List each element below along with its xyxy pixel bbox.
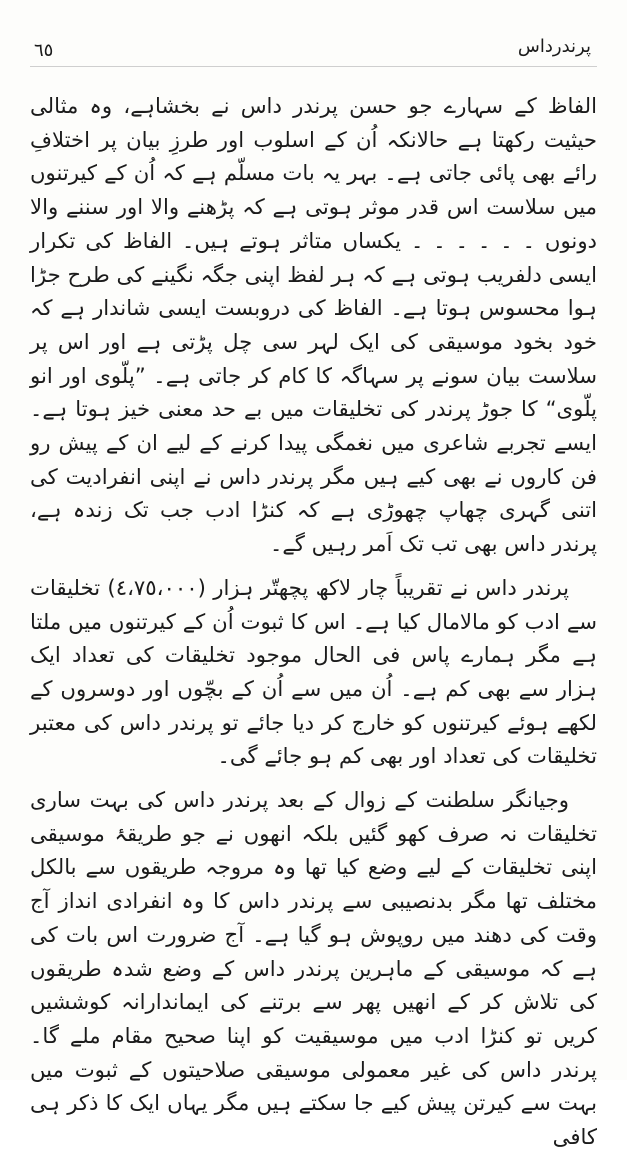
page-number: ٦٥ [34,40,54,61]
page-body [30,89,597,1154]
page-header [30,26,597,67]
paragraph-1: الفاظ کے سہارے جو حسن پرندر داس نے بخشاہے، وہ مثالی حیثیت رکھتا ہے حالانکہ اُن کے اسلوب اور طرزِ بیان پر اختلافِ رائے بھی پائی جاتی ہے۔ بہر یہ بات مسلّم ہے کہ اُن کے کیرتنوں میں سلاست اس قدر موثر ہوتی ہے کہ پڑھنے والا اور سننے والا دونوں ۔ ۔ ۔ ۔ ۔ ۔ یکساں متاثر ہوتے ہیں۔ الفاظ کی تکرار ایسی دلفریب ہوتی ہے کہ ہر لفظ اپنی جگہ نگینے کی طرح جڑا ہوا محسوس ہوتا ہے۔ الفاظ کی دروبست ایسی شاندار ہے کہ خود بخود موسیقی کی ایک لہر سی چل پڑتی ہے اور اس پر سلاست بیان سونے پر سہاگہ کا کام کر جاتی ہے۔ ”پلّوی اور انو پلّوی“ کا جوڑ پرندر کی تخلیقات میں بے حد معنی خیز ہوتا ہے۔ ایسے تجربے شاعری میں نغمگی پیدا کرنے کے لیے ان کے پیش رو فن کاروں نے بھی کیے ہیں مگر پرندر داس نے اپنی انفرادیت کی اتنی گہری چھاپ چھوڑی ہے کہ کنڑا ادب جب تک زندہ ہے، پرندر داس بھی تب تک اَمر رہیں گے۔ [30,93,597,557]
running-head: پرندرداس [517,36,591,57]
paragraph-2: پرندر داس نے تقریباً چار لاکھ پچھتّر ہزار (٤،٧٥،٠٠٠) تخلیقات سے ادب کو مالامال کیا ہے۔ اس کا ثبوت اُن کے کیرتنوں میں ملتا ہے مگر ہمارے پاس فی الحال موجود تخلیقات کی تعداد ایک ہزار سے بھی کم ہے۔ اُن میں سے اُن کے بچّوں اور دوسروں کے لکھے ہوئے کیرتنوں کو خارج کر دیا جائے تو پرندر داس کی معتبر تخلیقات کی تعداد اور بھی کم ہو جائے گی۔ [30,574,597,769]
paragraph-3: وجیانگر سلطنت کے زوال کے بعد پرندر داس کی بہت ساری تخلیقات نہ صرف کھو گئیں بلکہ انھوں نے جو طریقۂ موسیقی اپنی تخلیقات کے لیے وضع کیا تھا وہ مروجہ طریقوں سے بالکل مختلف تھا مگر بدنصیبی سے پرندر داس کا وہ انفرادی انداز آج وقت کی دھند میں روپوش ہو گیا ہے۔ آج ضرورت اس بات کی ہے کہ موسیقی کے ماہرین پرندر داس کے وضع شدہ طریقوں کی تلاش کر کے انھیں پھر سے برتنے کی ایماندارانہ کوششیں کریں تو کنڑا ادب میں موسیقیت کو اپنا صحیح مقام ملے گا۔ پرندر داس کی غیر معمولی موسیقی صلاحیتوں کے ثبوت میں بہت سے کیرتن پیش کیے جا سکتے ہیں مگر یہاں ایک کا ذکر ہی کافی [30,787,597,1150]
